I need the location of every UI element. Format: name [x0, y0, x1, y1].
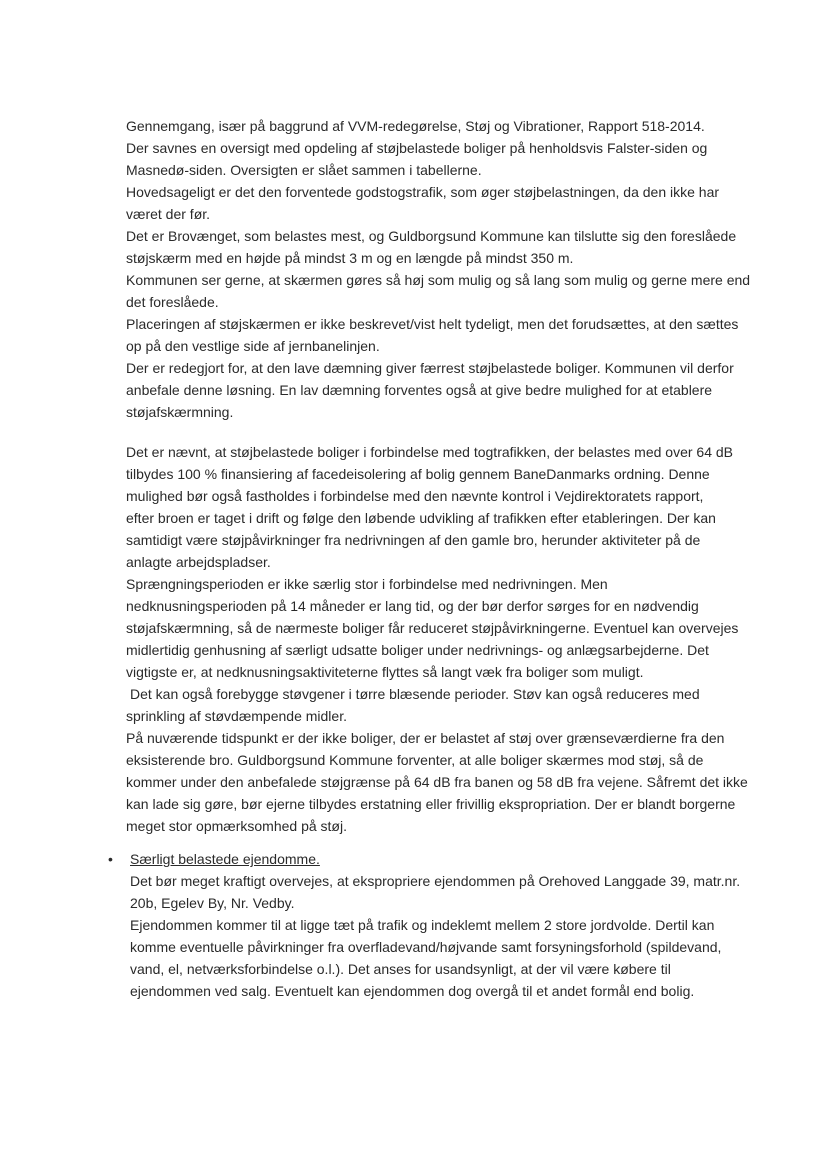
- text-line: Det kan også forebygge støvgener i tørre blæsende perioder. Støv kan også reduceres med: [130, 686, 700, 702]
- text-line: op på den vestlige side af jernbanelinjen.: [126, 338, 380, 354]
- text-line: det foreslåede.: [126, 294, 219, 310]
- bullet-text-line: 20b, Egelev By, Nr. Vedby.: [130, 895, 295, 911]
- text-line: meget stor opmærksomhed på støj.: [126, 818, 347, 834]
- text-line: nedknusningsperioden på 14 måneder er lang tid, og der bør derfor sørges for en nødvendig: [126, 598, 699, 614]
- text-line: midlertidig genhusning af særligt udsatte boliger under nedrivnings- og anlægsarbejderne. Det: [126, 642, 709, 658]
- text-line: støjskærm med en højde på mindst 3 m og en længde på mindst 350 m.: [126, 250, 574, 266]
- bullet-text-line: ejendommen ved salg. Eventuelt kan ejendommen dog overgå til et andet formål end bolig.: [130, 983, 695, 999]
- text-line: kommer under den anbefalede støjgrænse på 64 dB fra banen og 58 dB fra vejene. Såfremt det ikke: [126, 774, 748, 790]
- text-line: Der savnes en oversigt med opdeling af støjbelastede boliger på henholdsvis Falster-siden og: [126, 140, 708, 156]
- bullet-text-line: Ejendommen kommer til at ligge tæt på trafik og indeklemt mellem 2 store jordvolde. Dertil kan: [130, 917, 715, 933]
- text-line: efter broen er taget i drift og følge den løbende udvikling af trafikken efter etableringen. Der kan: [126, 510, 716, 526]
- text-line: været der før.: [126, 206, 211, 222]
- text-line: mulighed bør også fastholdes i forbindelse med den nævnte kontrol i Vejdirektoratets rapport,: [126, 488, 704, 504]
- text-line: sprinkling af støvdæmpende midler.: [126, 708, 347, 724]
- text-line: Der er redegjort for, at den lave dæmning giver færrest støjbelastede boliger. Kommunen vil derfor: [126, 360, 734, 376]
- text-line: tilbydes 100 % finansiering af facedeisolering af bolig gennem BaneDanmarks ordning. Denne: [126, 466, 710, 482]
- text-line: På nuværende tidspunkt er der ikke boliger, der er belastet af støj over grænseværdierne fra den: [126, 730, 725, 746]
- text-line: Gennemgang, især på baggrund af VVM-redegørelse, Støj og Vibrationer, Rapport 518-2014.: [126, 118, 705, 134]
- text-line: kan lade sig gøre, bør ejerne tilbydes erstatning eller frivillig ekspropriation. Der er blandt borgerne: [126, 796, 736, 812]
- text-line: støjafskærmning, så de nærmeste boliger får reduceret støjpåvirkningerne. Eventuel kan overvejes: [126, 620, 739, 636]
- text-line: samtidigt være støjpåvirkninger fra nedrivningen af den gamle bro, herunder aktiviteter på de: [126, 532, 701, 548]
- text-line: Placeringen af støjskærmen er ikke beskrevet/vist helt tydeligt, men det forudsættes, at den sættes: [126, 316, 739, 332]
- text-line: Masnedø-siden. Oversigten er slået sammen i tabellerne.: [126, 162, 482, 178]
- text-line: Kommunen ser gerne, at skærmen gøres så høj som mulig og så lang som mulig og gerne mere end: [126, 272, 751, 288]
- bullet-text-line: vand, el, netværksforbindelse o.l.). Det anses for usandsynligt, at der vil være købere til: [130, 961, 671, 977]
- bullet-heading: Særligt belastede ejendomme.: [130, 851, 320, 867]
- text-line: støjafskærmning.: [126, 404, 234, 420]
- text-line: anbefale denne løsning. En lav dæmning forventes også at give bedre mulighed for at etablere: [126, 382, 713, 398]
- text-line: vigtigste er, at nedknusningsaktiviteterne flyttes så langt væk fra boliger som muligt.: [126, 664, 644, 680]
- text-line: Det er nævnt, at støjbelastede boliger i forbindelse med togtrafikken, der belastes med over 64 dB: [126, 444, 733, 460]
- text-line: Sprængningsperioden er ikke særlig stor i forbindelse med nedrivningen. Men: [126, 576, 608, 592]
- bullet-text-line: komme eventuelle påvirkninger fra overfladevand/højvande samt forsyningsforhold (spildevand,: [130, 939, 722, 955]
- text-line: Det er Brovænget, som belastes mest, og Guldborgsund Kommune kan tilslutte sig den foreslåede: [126, 228, 737, 244]
- bullet-marker: •: [108, 851, 113, 867]
- text-line: eksisterende bro. Guldborgsund Kommune forventer, at alle boliger skærmes mod støj, så de: [126, 752, 704, 768]
- text-line: Hovedsageligt er det den forventede godstogstrafik, som øger støjbelastningen, da den ikke har: [126, 184, 720, 200]
- bullet-text-line: Det bør meget kraftigt overvejes, at ekspropriere ejendommen på Orehoved Langgade 39, matr.nr.: [130, 873, 741, 889]
- text-line: anlagte arbejdspladser.: [126, 554, 271, 570]
